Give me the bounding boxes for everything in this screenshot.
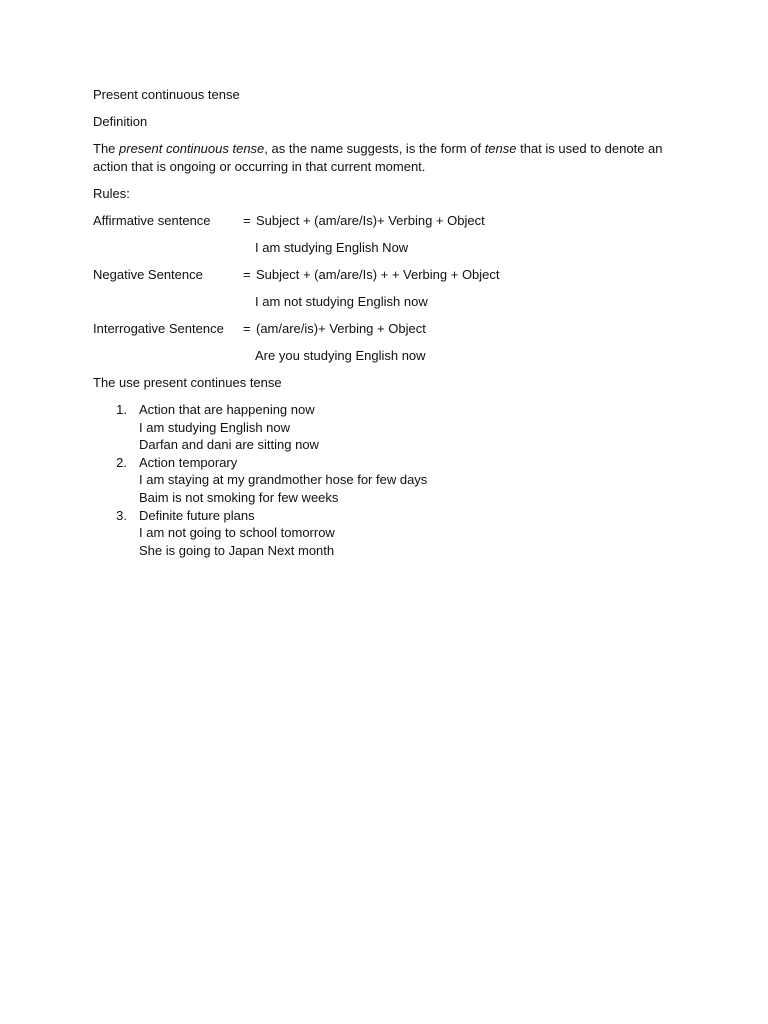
rule-equals: = xyxy=(243,213,251,228)
list-body xyxy=(139,401,319,454)
list-example: I am staying at my grandmother hose for few days xyxy=(139,472,428,488)
definition-term: present continuous tense xyxy=(119,141,265,156)
rule-equals: = xyxy=(243,321,251,336)
list-example: Darfan and dani are sitting now xyxy=(139,437,319,453)
rule-formula: (am/are/is)+ Verbing + Object xyxy=(256,321,426,336)
list-number: 3. xyxy=(116,507,127,523)
definition-text-2: , as the name suggests, is the form of xyxy=(264,141,485,156)
definition-word: tense xyxy=(484,141,517,156)
definition-text-1: The xyxy=(93,141,120,156)
rule-example: I am not studying English now xyxy=(255,294,428,309)
list-body xyxy=(139,507,335,560)
rule-label: Negative Sentence xyxy=(93,267,203,282)
list-example: Baim is not smoking for few weeks xyxy=(139,489,339,505)
list-body xyxy=(139,454,427,507)
list-item xyxy=(93,507,693,560)
rule-equals: = xyxy=(243,267,251,282)
document-title: Present continuous tense xyxy=(93,87,240,102)
list-example: I am not going to school tomorrow xyxy=(139,525,335,541)
list-example: I am studying English now xyxy=(139,419,291,435)
list-heading: Definite future plans xyxy=(139,507,255,523)
rule-negative xyxy=(93,266,693,284)
list-item xyxy=(93,454,693,507)
definition-paragraph xyxy=(93,140,693,176)
definition-text-3: that is used to denote an action that is ongoing or occurring in that current moment. xyxy=(93,141,663,174)
use-heading: The use present continues tense xyxy=(93,375,282,390)
rule-interrogative xyxy=(93,320,693,338)
list-example: She is going to Japan Next month xyxy=(139,542,335,558)
rules-heading: Rules: xyxy=(93,186,130,201)
list-item xyxy=(93,401,693,454)
list-heading: Action temporary xyxy=(139,454,238,470)
list-number: 1. xyxy=(116,402,127,417)
rule-label: Affirmative sentence xyxy=(93,213,211,228)
rule-formula: Subject + (am/are/Is)+ Verbing + Object xyxy=(256,213,485,228)
rule-affirmative xyxy=(93,212,693,230)
uses-list xyxy=(93,401,693,559)
rule-example: I am studying English Now xyxy=(255,240,409,255)
rule-example: Are you studying English now xyxy=(255,348,426,363)
rule-formula: Subject + (am/are/Is) + + Verbing + Object xyxy=(256,267,500,282)
document-page xyxy=(93,86,693,559)
definition-heading: Definition xyxy=(93,114,148,129)
rule-label: Interrogative Sentence xyxy=(93,321,224,336)
list-number: 2. xyxy=(116,454,127,470)
list-heading: Action that are happening now xyxy=(139,402,315,417)
